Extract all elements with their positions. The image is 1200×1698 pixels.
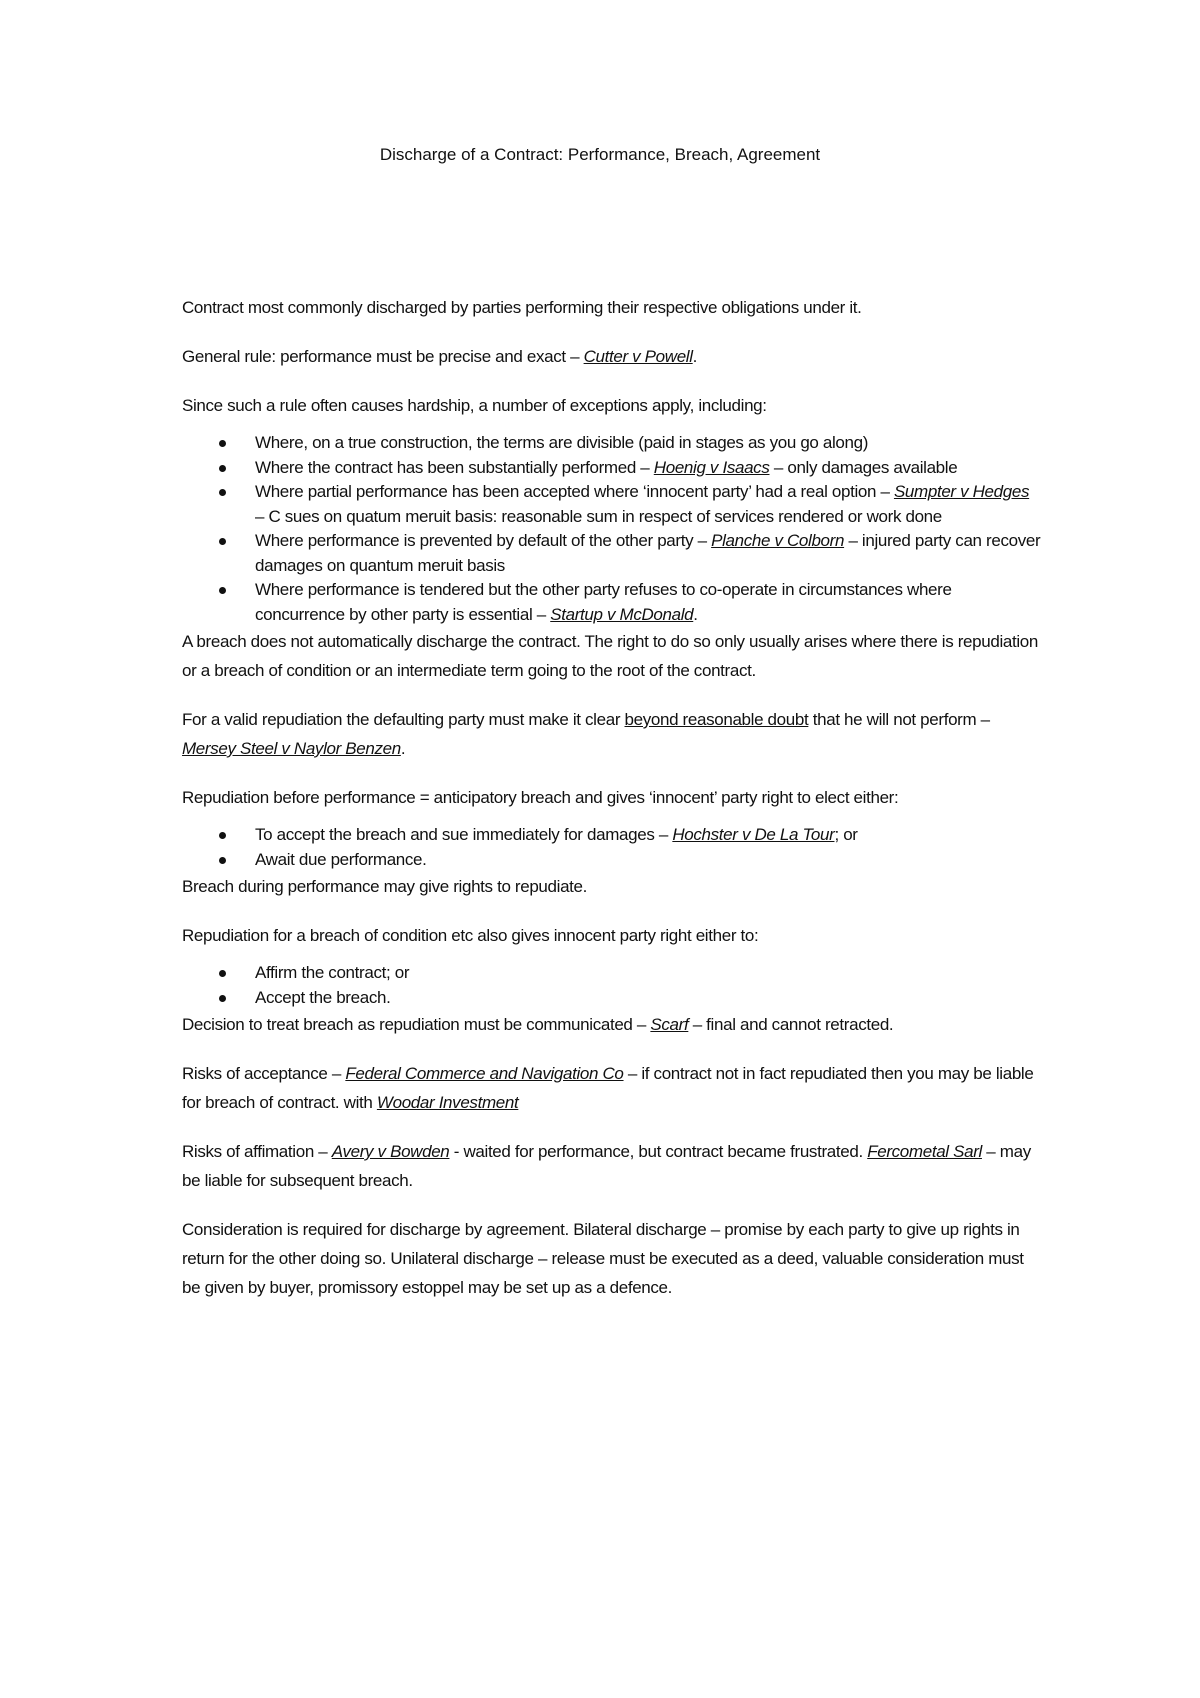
- list-item: [182, 823, 1042, 848]
- list-item-text: ; or: [834, 825, 858, 844]
- list-item: [182, 529, 1042, 578]
- list-item-text: Await due performance.: [255, 849, 427, 869]
- anticipatory-options-list: [182, 823, 1042, 872]
- text-span: Decision to treat breach as repudiation must be communicated –: [182, 1015, 651, 1034]
- text-span: Risks of affimation –: [182, 1142, 332, 1161]
- paragraph-risks-of-affirmation: [182, 1137, 1042, 1195]
- case-sumpter-v-hedges: Sumpter v Hedges: [893, 482, 1030, 501]
- text-span: - waited for performance, but contract became frustrated.: [449, 1142, 868, 1161]
- document-body: [182, 293, 1042, 1322]
- list-item-text: Where, on a true construction, the terms are divisible (paid in stages as you go along): [255, 433, 869, 452]
- list-item-text: Where performance is tendered but the other party refuses to co-operate in circumstances where concurrence by other party is essential –: [255, 580, 952, 624]
- text-span: – final and cannot retracted.: [688, 1015, 894, 1034]
- case-planche-v-colborn: Planche v Colborn: [711, 531, 845, 550]
- bullet-icon: [219, 489, 226, 496]
- paragraph-valid-repudiation: [182, 705, 1042, 763]
- list-item-text: – only damages available: [769, 457, 958, 477]
- underlined-phrase: beyond reasonable doubt: [624, 710, 809, 729]
- case-fercometal-sarl: Fercometal Sarl: [867, 1142, 982, 1161]
- text-span: that he will not perform –: [808, 710, 990, 729]
- list-item: [182, 480, 1042, 529]
- list-item-text: .: [693, 604, 698, 624]
- bullet-icon: [219, 970, 226, 977]
- case-woodar-investment: Woodar Investment: [376, 1093, 519, 1112]
- text-span: – if contract not in fact repudiated then you may be liable for breach of contract. with: [182, 1064, 1034, 1112]
- paragraph-exceptions-intro: Since such a rule often causes hardship, a number of exceptions apply, including:: [182, 396, 767, 415]
- list-item-text: To accept the breach and sue immediately for damages –: [255, 825, 673, 844]
- bullet-icon: [219, 465, 226, 472]
- case-startup-v-mcdonald: Startup v McDonald: [550, 604, 694, 624]
- bullet-icon: [219, 832, 226, 839]
- case-scarf: Scarf: [650, 1015, 689, 1034]
- text-span: .: [692, 347, 698, 366]
- list-item: [182, 961, 1042, 986]
- list-item-text: Where the contract has been substantially performed –: [255, 457, 654, 477]
- text-span: Risks of acceptance –: [182, 1064, 346, 1083]
- document-title: Discharge of a Contract: Performance, Breach, Agreement: [379, 145, 821, 164]
- condition-options-list: [182, 961, 1042, 1010]
- bullet-icon: [219, 587, 226, 594]
- text-span: For a valid repudiation the defaulting party must make it clear: [182, 710, 625, 729]
- list-item-text: Accept the breach.: [255, 987, 391, 1007]
- paragraph-intro: Contract most commonly discharged by parties performing their respective obligations under it.: [182, 298, 862, 317]
- paragraph-risks-of-acceptance: [182, 1059, 1042, 1117]
- list-item-text: – C sues on quatum meruit basis: reasonable sum in respect of services rendered or work done: [255, 506, 942, 526]
- list-item: [182, 456, 1042, 481]
- text-span: .: [400, 739, 406, 758]
- list-item-text: Affirm the contract; or: [255, 963, 410, 982]
- paragraph-discharge-by-agreement: Consideration is required for discharge by agreement. Bilateral discharge – promise by each party to give up rights in return for the other doing so. Unilateral discharge – release must be executed as a deed, valuable consideration must be given by buyer, promissory estoppel may be set up as a defence.: [182, 1220, 1024, 1297]
- bullet-icon: [219, 995, 226, 1002]
- case-mersey-steel: Mersey Steel v Naylor Benzen: [182, 739, 401, 758]
- case-hoenig-v-isaacs: Hoenig v Isaacs: [653, 457, 770, 477]
- text-span: General rule: performance must be precise and exact –: [182, 347, 584, 366]
- bullet-icon: [219, 857, 226, 864]
- text-span: – may be liable for subsequent breach.: [182, 1142, 1031, 1190]
- case-cutter-v-powell: Cutter v Powell: [583, 347, 693, 366]
- list-item: [182, 578, 1042, 627]
- list-item-text: Where performance is prevented by default of the other party –: [255, 531, 712, 550]
- paragraph-condition-breach: Repudiation for a breach of condition etc also gives innocent party right either to:: [182, 926, 759, 945]
- bullet-icon: [219, 440, 226, 447]
- case-hochster-v-de-la-tour: Hochster v De La Tour: [672, 825, 835, 844]
- paragraph-breach-discharge: A breach does not automatically discharge the contract. The right to do so only usually arises where there is repudiation or a breach of condition or an intermediate term going to the root of the contract.: [182, 632, 1039, 680]
- list-item-text: Where partial performance has been accepted where ‘innocent party’ had a real option –: [255, 482, 894, 501]
- case-federal-commerce: Federal Commerce and Navigation Co: [345, 1064, 624, 1083]
- list-item: [182, 986, 1042, 1011]
- list-item: [182, 431, 1042, 456]
- bullet-icon: [219, 538, 226, 545]
- paragraph-breach-during-performance: Breach during performance may give rights to repudiate.: [182, 877, 588, 896]
- list-item-text: – injured party can recover damages on quantum meruit basis: [255, 531, 1041, 575]
- paragraph-communication: [182, 1010, 1042, 1039]
- list-item: [182, 848, 1042, 873]
- paragraph-general-rule: [182, 342, 1042, 371]
- paragraph-anticipatory-breach: Repudiation before performance = anticipatory breach and gives ‘innocent’ party right to elect either:: [182, 788, 899, 807]
- case-avery-v-bowden: Avery v Bowden: [331, 1142, 450, 1161]
- exceptions-list: [182, 431, 1042, 627]
